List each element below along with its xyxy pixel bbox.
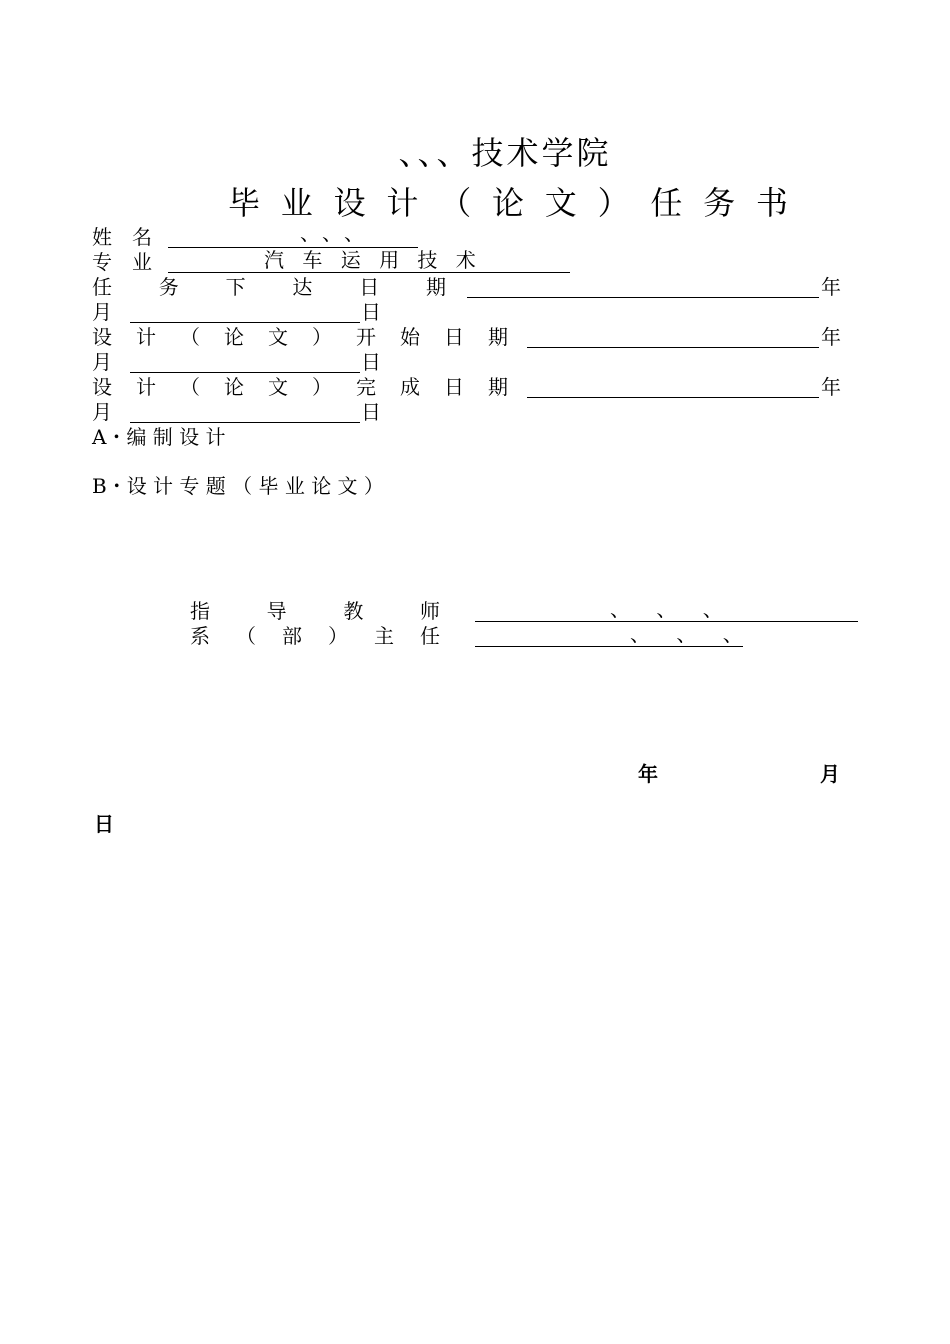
- name-label: 姓 名: [92, 225, 152, 249]
- finish-month-label: 月: [92, 400, 112, 424]
- footer-year-label: 年: [638, 762, 658, 786]
- assign-day-label: 日: [361, 300, 381, 324]
- assign-year-label: 年: [821, 275, 841, 299]
- start-date-label: 设计（论文）开始日期: [92, 325, 508, 349]
- finish-year-label: 年: [821, 375, 841, 399]
- director-label: 系（部）主任: [190, 624, 440, 648]
- section-a-heading: A・编 制 设 计: [92, 425, 226, 449]
- finish-day-underline: [130, 421, 360, 423]
- finish-year-underline: [527, 396, 819, 398]
- start-day-label: 日: [361, 350, 381, 374]
- finish-day-label: 日: [361, 400, 381, 424]
- section-b-heading: B・设 计 专 题 （ 毕 业 论 文 ）: [92, 474, 384, 498]
- assign-date-label: 任务下达日期: [92, 275, 446, 299]
- advisor-value: 、 、 、: [610, 597, 733, 621]
- major-value: 汽 车 运 用 技 术: [264, 248, 482, 272]
- assign-month-label: 月: [92, 300, 112, 324]
- major-label: 专 业: [92, 250, 152, 274]
- start-month-label: 月: [92, 350, 112, 374]
- finish-date-label: 设计（论文）完成日期: [92, 375, 508, 399]
- director-value: 、 、 、: [630, 622, 753, 646]
- footer-day-label: 日: [94, 812, 114, 836]
- footer-month-label: 月: [820, 762, 840, 786]
- school-title: 、、、技术学院: [398, 134, 612, 172]
- start-day-underline: [130, 371, 360, 373]
- assign-day-underline: [130, 321, 360, 323]
- document-title: 毕业设计（论文）任务书: [228, 184, 788, 222]
- start-year-label: 年: [821, 325, 841, 349]
- start-year-underline: [527, 346, 819, 348]
- name-value: 、、、: [300, 221, 376, 245]
- advisor-label: 指导教师: [190, 599, 440, 623]
- assign-year-underline: [467, 296, 819, 298]
